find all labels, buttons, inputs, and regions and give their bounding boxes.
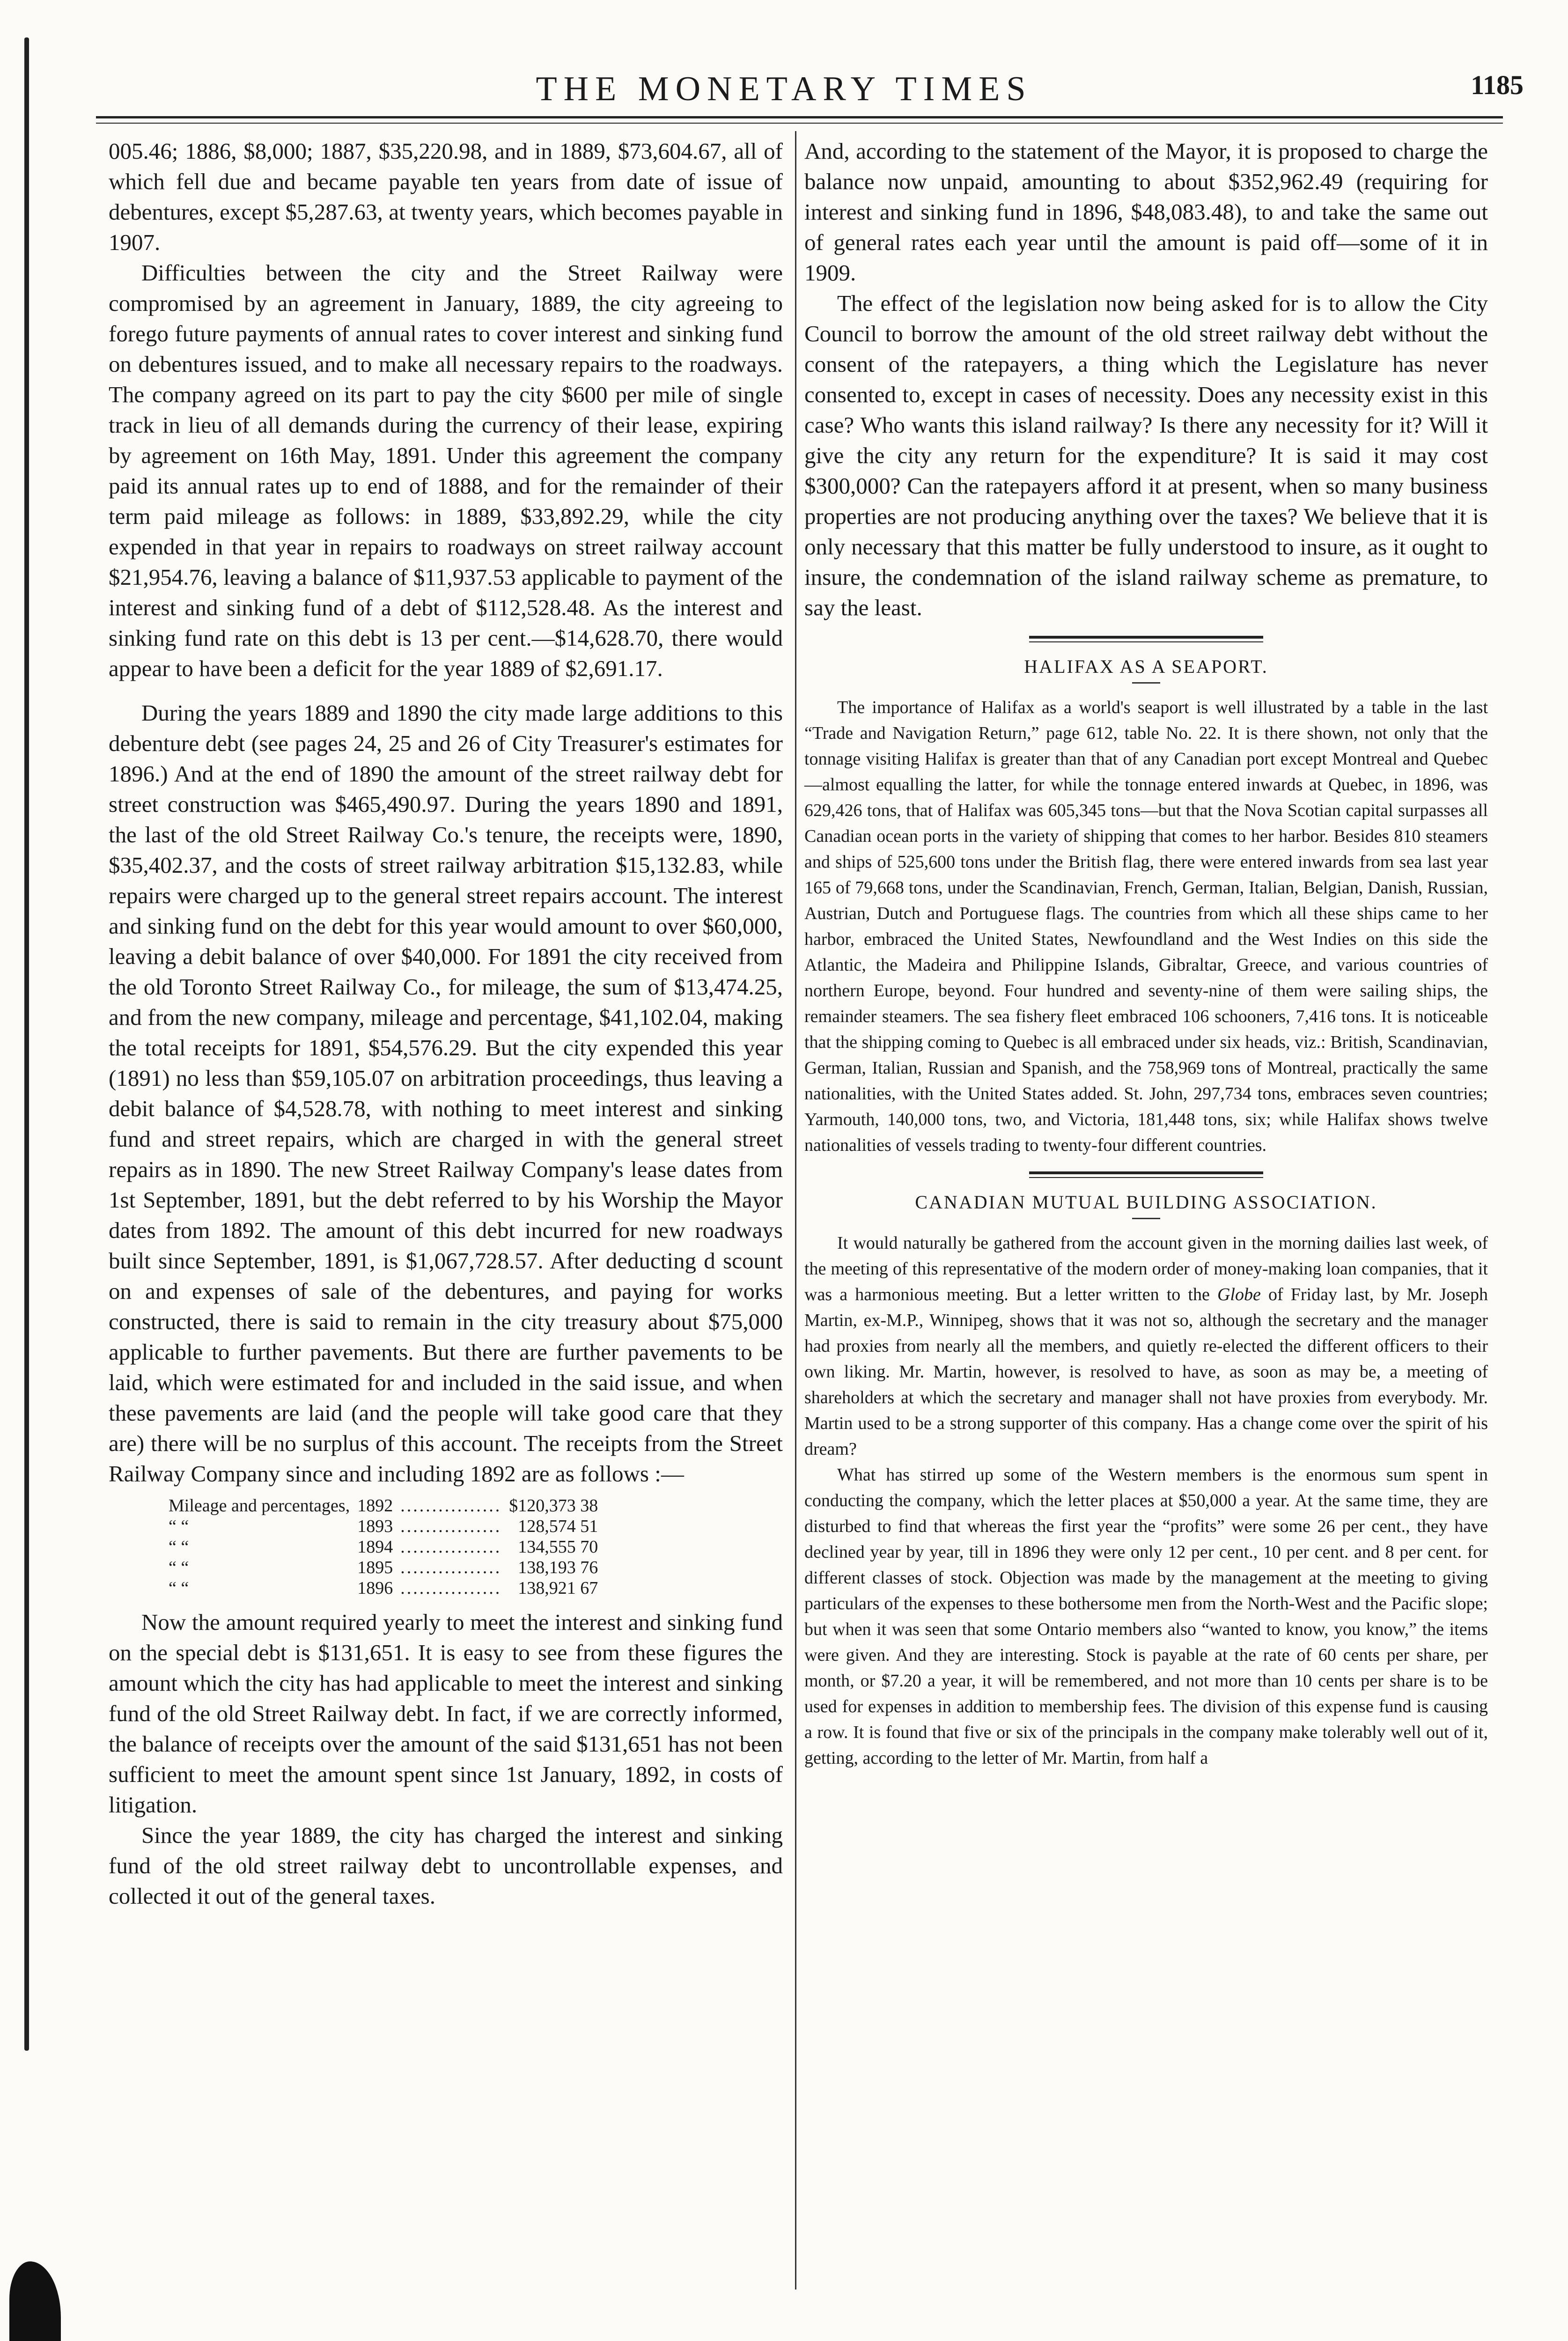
table-row	[165, 1578, 602, 1598]
leader-dots: ................	[400, 1516, 502, 1536]
receipt-amount: 134,555 70	[518, 1537, 598, 1557]
receipts-table	[165, 1495, 602, 1598]
masthead-rule	[96, 116, 1503, 118]
leader-dots: ................	[400, 1558, 502, 1577]
canadian-mutual-paragraph: What has stirred up some of the Western members is the enormous sum spent in conducting the company, which the letter places at $50,000 a year. At the same time, they are disturbed to find that whereas the first year the “profits” were some 26 per cent., they have declined year by year, till in 1896 they were only 12 per cent., 10 per cent. and 8 per cent. for different classes of stock. Objection was made by the management at the meeting to giving particulars of the expenses to these bothersome men from the North-West and the Pacific slope; but when it was seen that some Ontario members also “wanted to know, you know,” the items were given. And they are interesting. Stock is payable at the rate of 60 cents per share, per month, or $7.20 a year, it will be remembered, and not more than 10 cents per share is to be used for expenses in addition to membership fees. The division of this expense fund is causing a row. It is found that five or six of the principals in the company make tolerably well out of it, getting, according to the letter of Mr. Martin, from half a	[804, 1465, 1488, 1768]
receipt-amount: $120,373 38	[509, 1496, 598, 1516]
leader-dots: ................	[400, 1537, 502, 1557]
left-column	[109, 136, 783, 1911]
page-corner-blot	[9, 2261, 61, 2341]
table-row	[165, 1495, 602, 1516]
article-paragraph: 005.46; 1886, $8,000; 1887, $35,220.98, and in 1889, $73,604.67, all of which fell due and became payable ten years from date of issue of debentures, except $5,287.63, at twenty years, which becomes payable in 1907.	[109, 138, 783, 255]
canadian-mutual-paragraph	[804, 1230, 1488, 1462]
halifax-heading: HALIFAX AS A SEAPORT.	[804, 655, 1488, 684]
receipt-amount: 128,574 51	[518, 1516, 598, 1536]
page-number: 1185	[1471, 70, 1524, 100]
receipt-label: “ “	[169, 1537, 189, 1557]
article-paragraph: Since the year 1889, the city has charged the interest and sinking fund of the old street railway debt to uncontrollable expenses, and collected it out of the general taxes.	[109, 1822, 783, 1909]
article-paragraph: Difficulties between the city and the Street Railway were compromised by an agreement in January, 1889, the city agreeing to forego future payments of annual rates to cover interest and sinking fund on debentures issued, and to make all necessary repairs to the roadways. The company agreed on its part to pay the city $600 per mile of single track in lieu of all demands during the currency of their lease, expiring by agreement on 16th May, 1891. Under this agreement the company paid its annual rates up to end of 1888, and for the remainder of their term paid mileage as follows: in 1889, $33,892.29, while the city expended in that year in repairs to roadways on street railway account $21,954.76, leaving a balance of $11,937.53 applicable to payment of the interest and sinking fund of a debt of $112,528.48. As the interest and sinking fund rate on this debt is 13 per cent.—$14,628.70, there would appear to have been a deficit for the year 1889 of $2,691.17.	[109, 260, 783, 681]
article-paragraph: During the years 1889 and 1890 the city made large additions to this debenture debt (see pages 24, 25 and 26 of City Treasurer's estimates for 1896.) And at the end of 1890 the amount of the street railway debt for street construction was $465,490.97. During the years 1890 and 1891, the last of the old Street Railway Co.'s tenure, the receipts were, 1890, $35,402.37, and the costs of street railway arbitration $15,132.83, while repairs were charged up to the general street repairs account. The interest and sinking fund on the debt for this year would amount to over $60,000, leaving a debit balance of over $40,000. For 1891 the city received from the old Toronto Street Railway Co., for mileage, the sum of $13,474.25, and from the new company, mileage and percentage, $41,102.04, making the total receipts for 1891, $54,576.29. But the city expended this year (1891) no less than $59,105.07 on arbitration proceedings, thus leaving a debit balance of $4,528.78, with nothing to meet interest and sinking fund and street repairs, which are charged in with the general street repairs as in 1890. The new Street Railway Company's lease dates from 1st September, 1891, but the debt referred to by his Worship the Mayor dates from 1892. The amount of this debt incurred for new roadways built since September, 1891, is $1,067,728.57. After deducting d scount on and expenses of sale of the debentures, and paying for works constructed, there is said to remain in the city treasury about $75,000 applicable to further pavements. But there are further pavements to be laid, which were estimated for and included in the said issue, and when these pavements are laid (and the people will take good care that they are) there will be no surplus of this account. The receipts from the Street Railway Company since and including 1892 are as follows :—	[109, 700, 783, 1487]
receipt-label: “ “	[169, 1578, 189, 1598]
leader-dots: ................	[400, 1578, 502, 1598]
article-paragraph: The effect of the legislation now being asked for is to allow the City Council to borrow the amount of the old street railway debt without the consent of the ratepayers, a thing which the Legislature has never consented to, except in cases of necessity. Does any necessity exist in this case? Who wants this island railway? Is there any necessity for it? Will it give the city any return for the expenditure? It is said it may cost $300,000? Can the ratepayers afford it at present, when so many business properties are not producing anything over the taxes? We believe that it is only necessary that this matter be fully understood to insure, as it ought to insure, the condemnation of the island railway scheme as premature, to say the least.	[804, 290, 1488, 620]
receipt-label: “ “	[169, 1516, 189, 1536]
receipt-label: “ “	[169, 1558, 189, 1577]
receipt-year: 1892	[357, 1496, 393, 1516]
receipt-amount: 138,921 67	[518, 1578, 598, 1598]
leader-dots: ................	[400, 1496, 502, 1516]
article-paragraph: And, according to the statement of the Mayor, it is proposed to charge the balance now unpaid, amounting to about $352,962.49 (requiring for interest and sinking fund in 1896, $48,083.48), to and take the same out of general rates each year until the amount is paid off—some of it in 1909.	[804, 138, 1488, 286]
canadian-mutual-heading: CANADIAN MUTUAL BUILDING ASSOCIATION.	[804, 1191, 1488, 1219]
halifax-body: The importance of Halifax as a world's seaport is well illustrated by a table in the last “Trade and Navigation Return,” page 612, table No. 22. It is there shown, not only that the tonnage visiting Halifax is greater than that of any Canadian port except Montreal and Quebec—almost equalling the latter, for while the tonnage entered inwards at Quebec, in 1896, was 629,426 tons, that of Halifax was 605,345 tons—but that the Nova Scotian capital surpasses all Canadian ocean ports in the variety of shipping that comes to her harbor. Besides 810 steamers and ships of 525,600 tons under the British flag, there were entered inwards from sea last year 165 of 79,668 tons, under the Scandinavian, French, German, Italian, Belgian, Danish, Russian, Austrian, Dutch and Portuguese flags. The countries from which all these ships came to her harbor, embraced the United States, Newfoundland and the West Indies on this side the Atlantic, the Madeira and Philippine Islands, Gibraltar, Greece, and various countries of northern Europe, beyond. Four hundred and seventy-nine of them were sailing ships, the remainder steamers. The sea fishery fleet embraced 106 schooners, 7,416 tons. It is noticeable that the shipping coming to Quebec is all embraced under six heads, viz.: British, Scandinavian, German, Italian, Russian and Spanish, and the 758,969 tons of Montreal, practically the same nationalities, with the United States added. St. John, 297,734 tons, embraces seven countries; Yarmouth, 140,000 tons, two, and Victoria, 181,448 tons, six; while Halifax shows twelve nationalities of vessels trading to twenty-four different countries.	[804, 698, 1488, 1155]
section-separator	[1029, 636, 1263, 642]
table-row	[165, 1557, 602, 1578]
masthead	[0, 69, 1568, 116]
text-run: of Friday last, by Mr. Joseph Martin, ex-M.P., Winnipeg, shows that it was not so, although the secretary and the manager had proxies from nearly all the members, and quietly re-elected the different officers to their own liking. Mr. Martin, however, is resolved to have, as soon as may be, a meeting of shareholders at which the secretary and manager shall not have proxies from everybody. Mr. Martin used to be a strong supporter of this company. Has a change come over the spirit of his dream?	[804, 1285, 1488, 1459]
receipt-year: 1893	[357, 1516, 393, 1536]
section-separator	[1029, 1171, 1263, 1178]
publication-title: THE MONETARY TIMES	[536, 70, 1032, 108]
article-paragraph: Now the amount required yearly to meet the interest and sinking fund on the special debt is $131,651. It is easy to see from these figures the amount which the city has had applicable to meet the interest and sinking fund of the old Street Railway debt. In fact, if we are correctly informed, the balance of receipts over the amount of the said $131,651 has not been sufficient to meet the amount spent since 1st January, 1892, in costs of litigation.	[109, 1609, 783, 1818]
receipt-year: 1895	[357, 1558, 393, 1577]
newspaper-name: Globe	[1217, 1285, 1261, 1304]
page-edge-mark	[24, 37, 29, 2051]
receipt-year: 1894	[357, 1537, 393, 1557]
receipt-year: 1896	[357, 1578, 393, 1598]
right-column	[804, 136, 1488, 1771]
column-divider	[795, 131, 796, 2289]
text-run: It would naturally be gathered from the account given in the morning dailies last week, of the meeting of this representative of the modern order of money-making loan companies, that it was a harmonious meeting. But a letter written to the	[804, 1233, 1488, 1304]
receipt-label: Mileage and percentages,	[169, 1496, 350, 1516]
table-row	[165, 1537, 602, 1557]
table-row	[165, 1516, 602, 1537]
masthead-rule-thin	[96, 123, 1503, 124]
receipt-amount: 138,193 76	[518, 1558, 598, 1577]
